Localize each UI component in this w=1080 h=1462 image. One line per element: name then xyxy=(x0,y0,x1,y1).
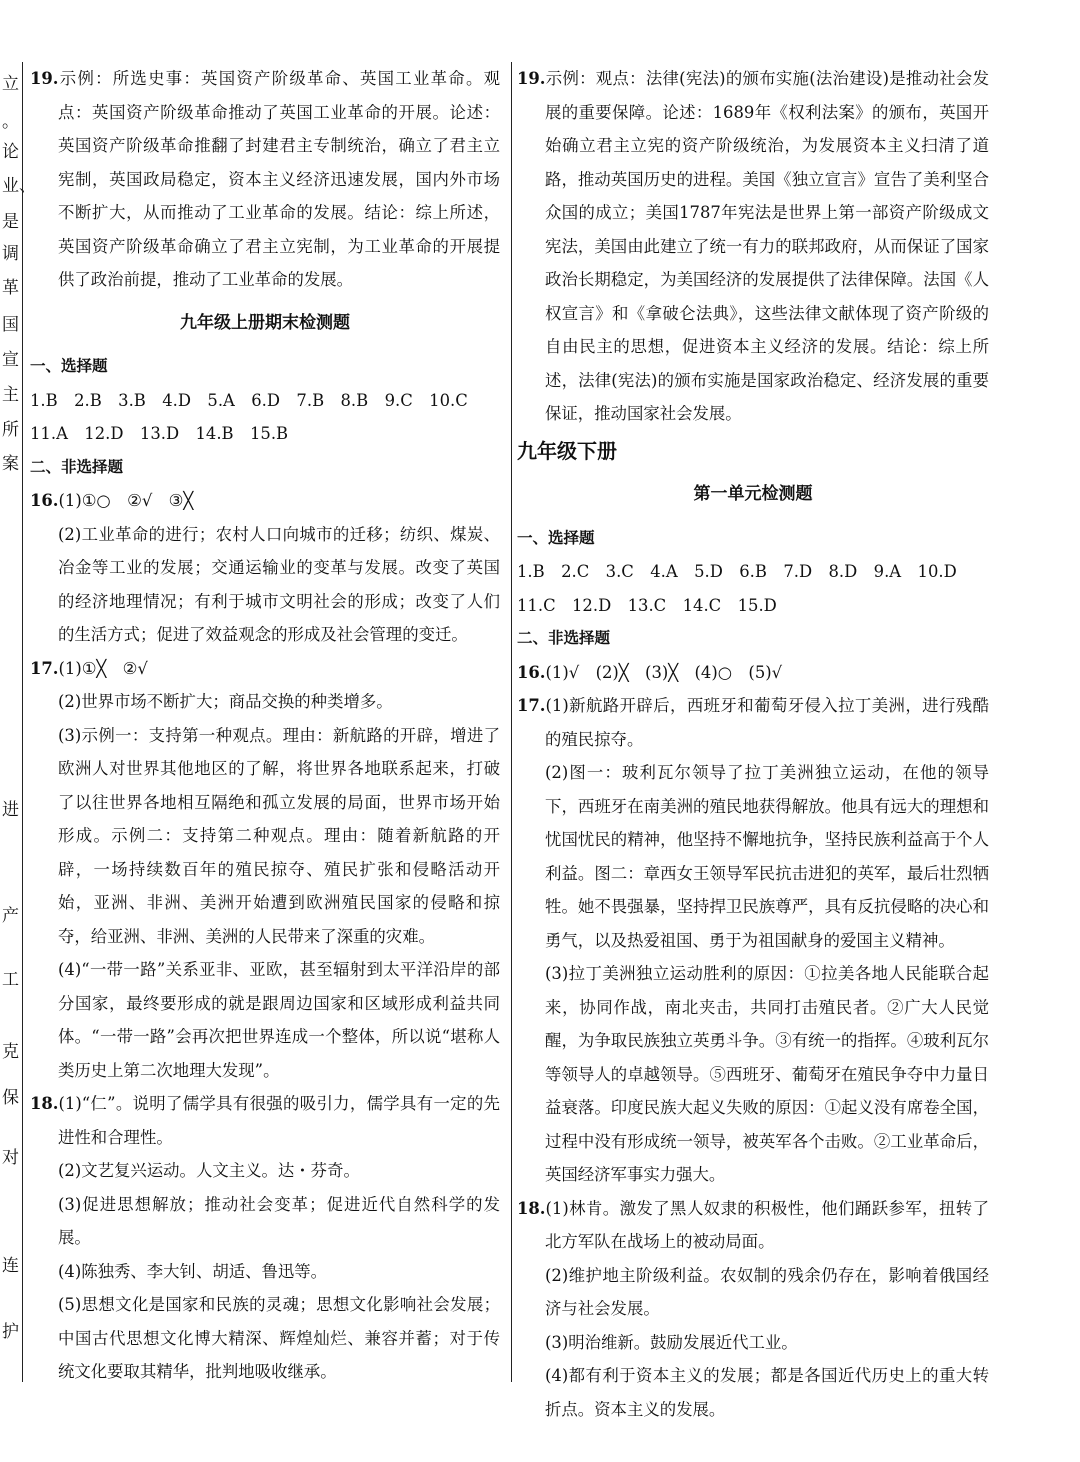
gutter-char: 。 xyxy=(2,112,19,132)
section-choice-heading: 一、选择题 xyxy=(517,528,595,547)
section-choice-heading: 一、选择题 xyxy=(30,357,108,375)
question-18-part-4: (4)陈独秀、李大钊、胡适、鲁迅等。 xyxy=(58,1261,328,1281)
question-17-part-4: (4)“一带一路”关系亚非、亚欧，甚至辐射到太平洋沿岸的部分国家，最终要形成的就是跟周边国家和区域形成利益共同体。“一带一路”会再次把世界连成一个整体，所以说“堪称人类历史上第二次地理大发现”。 xyxy=(58,960,500,1080)
question-19-left: 19.示例：所选史事：英国资产阶级革命、英国工业革命。观点：英国资产阶级革命推动了英国工业革命的开展。论述：英国资产阶级革命推翻了封建君主专制统治，确立了君主立宪制，英国政局稳定，资本主义经济迅速发展，国内外市场不断扩大，从而推动了工业革命的发展。结论：综上所述，英国资产阶级革命确立了君主立宪制，为工业革命的开展提供了政治前提，推动了工业革命的发展。 xyxy=(30,69,500,289)
gutter-char: 革 xyxy=(2,278,19,298)
choice-answers-row-1: 1.B 2.C 3.C 4.A 5.D 6.B 7.D 8.D 9.A 10.D xyxy=(517,562,957,581)
question-17-part-3: (3)示例一：支持第一种观点。理由：新航路的开辟，增进了欧洲人对世界其他地区的了解，将世界各地联系起来，打破了以往世界各地相互隔绝和孤立发展的局面，世界市场开始形成。示例二：支持第二种观点。理由：随着新航路的开辟，一场持续数百年的殖民掠夺、殖民扩张和侵略活动开始，亚洲、非洲、美洲开始遭到欧洲殖民国家的侵略和掠夺，给亚洲、非洲、美洲的人民带来了深重的灾难。 xyxy=(58,725,500,946)
question-16-left: 16.(1)①○ ②√ ③╳ xyxy=(30,491,194,510)
choice-answers-row-2: 11.C 12.D 13.C 14.C 15.D xyxy=(517,595,777,615)
section-title-final-exam: 九年级上册期末检测题 xyxy=(180,312,350,333)
question-18-part-3: (3)促进思想解放；推动社会变革；促进近代自然科学的发展。 xyxy=(58,1194,500,1247)
question-18-part-2: (2)维护地主阶级利益。农奴制的残余仍存在，影响着俄国经济与社会发展。 xyxy=(545,1265,989,1318)
question-16-right: 16.(1)√ (2)╳ (3)╳ (4)○ (5)√ xyxy=(517,662,783,682)
gutter-char: 宣 xyxy=(2,350,19,370)
left-column xyxy=(30,62,500,1389)
gutter-char: 护 xyxy=(2,1322,19,1342)
question-17-part-3: (3)拉丁美洲独立运动胜利的原因：①拉美各地人民能联合起来，协同作战，南北夹击，共同打击殖民者。②广大人民觉醒，为争取民族独立英勇斗争。③有统一的指挥。④玻利瓦尔等领导人的卓越领导。⑤西班牙、葡萄牙在殖民争夺中力量日益衰落。印度民族大起义失败的原因：①起义没有席卷全国，过程中没有形成统一领导，被英军各个击败。②工业革命后，英国经济军事实力强大。 xyxy=(545,964,989,1184)
question-18-right: 18.(1)林肯。激发了黑人奴隶的积极性，他们踊跃参军，扭转了北方军队在战场上的被动局面。 xyxy=(517,1198,989,1251)
question-17-right: 17.(1)新航路开辟后，西班牙和葡萄牙侵入拉丁美洲，进行残酷的殖民掠夺。 xyxy=(517,696,989,749)
gutter-char: 连 xyxy=(2,1256,19,1276)
gutter-char: 进 xyxy=(2,800,19,820)
gutter-char: 工 xyxy=(2,970,19,990)
gutter-char: 保 xyxy=(2,1088,19,1108)
gutter-char: 业、 xyxy=(2,176,36,196)
question-18-part-4: (4)都有利于资本主义的发展；都是各国近代历史上的重大转折点。资本主义的发展。 xyxy=(545,1366,989,1419)
question-17-part-2: (2)世界市场不断扩大；商品交换的种类增多。 xyxy=(58,692,393,711)
question-18-left: 18.(1)“仁”。说明了儒学具有很强的吸引力，儒学具有一定的先进性和合理性。 xyxy=(30,1094,500,1147)
left-column-rule xyxy=(22,62,23,1382)
question-18-part-5: (5)思想文化是国家和民族的灵魂；思想文化影响社会发展；中国古代思想文化博大精深、辉煌灿烂、兼容并蓄；对于传统文化要取其精华，批判地吸收继承。 xyxy=(58,1295,500,1381)
choice-answers-row-1: 1.B 2.B 3.B 4.D 5.A 6.D 7.B 8.B 9.C 10.C xyxy=(30,390,468,410)
gutter-char: 是 xyxy=(2,212,19,232)
section-nonchoice-heading: 二、非选择题 xyxy=(30,457,124,476)
gutter-char: 论 xyxy=(2,142,19,162)
gutter-char: 立 xyxy=(2,74,19,94)
section-title-unit-one: 第一单元检测题 xyxy=(693,484,813,504)
question-16-part-2: (2)工业革命的进行；农村人口向城市的迁移；纺织、煤炭、冶金等工业的发展；交通运输业的变革与发展。改变了英国的经济地理情况；有利于城市文明社会的形成；改变了人们的生活方式；促进了效益观念的形成及社会管理的变迁。 xyxy=(58,524,500,644)
gutter-char: 调 xyxy=(2,244,19,264)
center-column-rule xyxy=(511,62,512,1382)
gutter-char: 案 xyxy=(2,454,19,474)
question-17-part-2: (2)图一：玻利瓦尔领导了拉丁美洲独立运动，在他的领导下，西班牙在南美洲的殖民地获得解放。他具有远大的理想和忧国忧民的精神，他坚持不懈地抗争，坚持民族利益高于个人利益。图二：章西女王领导军民抗击进犯的英军，最后壮烈牺牲。她不畏强暴，坚持捍卫民族尊严，具有反抗侵略的决心和勇气，以及热爱祖国、勇于为祖国献身的爱国主义精神。 xyxy=(545,763,989,950)
question-18-part-3: (3)明治维新。鼓励发展近代工业。 xyxy=(545,1332,798,1352)
gutter-char: 克 xyxy=(2,1042,19,1062)
gutter-char: 国 xyxy=(2,315,19,335)
grade-heading-second-volume: 九年级下册 xyxy=(517,438,617,463)
gutter-char: 对 xyxy=(2,1148,19,1168)
question-19-right: 19.示例：观点：法律(宪法)的颁布实施(法治建设)是推动社会发展的重要保障。论述：1689年《权利法案》的颁布，英国开始确立君主立宪的资产阶级统治，为发展资本主义扫清了道路，推动英国历史的进程。美国《独立宣言》宣告了美利坚合众国的成立；美国1787年宪法是世界上第一部资产阶级成文宪法，美国由此建立了统一有力的联邦政府，从而保证了国家政治长期稳定，为美国经济的发展提供了法律保障。法国《人权宣言》和《拿破仑法典》，这些法律文献体现了资产阶级的自由民主的思想，促进资本主义经济的发展。结论：综上所述，法律(宪法)的颁布实施是国家政治稳定、经济发展的重要保证，推动国家社会发展。 xyxy=(517,69,989,423)
question-18-part-2: (2)文艺复兴运动。人文主义。达・芬奇。 xyxy=(58,1161,360,1180)
question-17-left: 17.(1)①╳ ②√ xyxy=(30,658,148,678)
section-nonchoice-heading: 二、非选择题 xyxy=(517,629,611,647)
choice-answers-row-2: 11.A 12.D 13.D 14.B 15.B xyxy=(30,424,289,443)
right-column xyxy=(517,62,989,1426)
gutter-char: 产 xyxy=(2,906,19,926)
left-margin-clipped-text xyxy=(0,60,36,1390)
gutter-char: 主 xyxy=(2,385,19,405)
gutter-char: 所 xyxy=(2,420,19,440)
